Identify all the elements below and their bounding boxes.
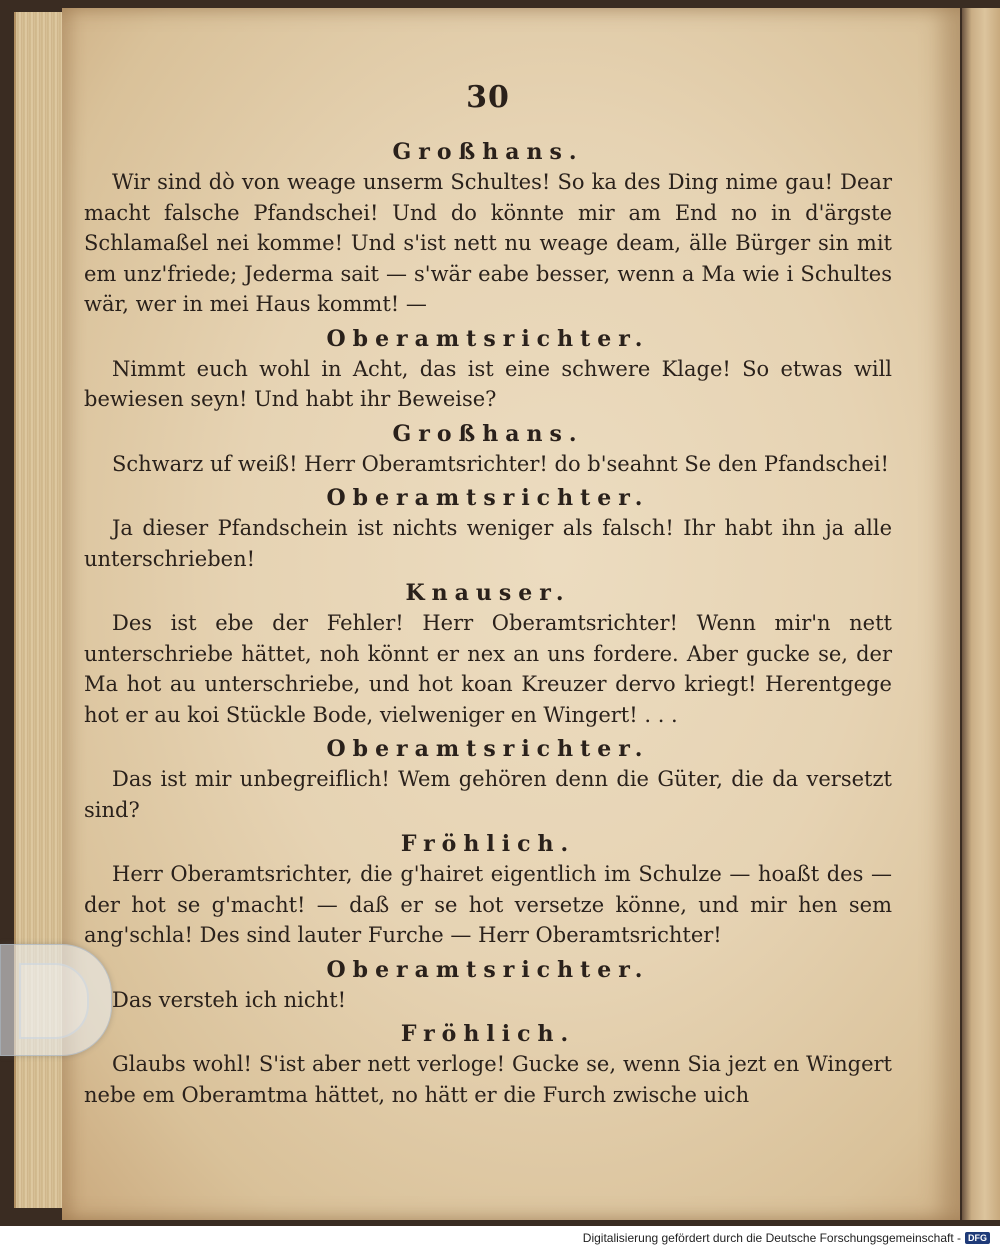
speaker-name: Großhans. [392,420,584,447]
speaker-name: Knauser. [405,580,571,606]
speech-text: Nimmt euch wohl in Acht, das ist eine schwere Klage! So etwas will bewiesen seyn! Und habt ihr Beweise? [84,356,892,411]
page-clip [0,944,112,1056]
dialogue-block [84,1019,892,1110]
dialogue-block [84,734,892,825]
dialogue-block [84,324,892,415]
speaker-name: Fröhlich. [400,1021,576,1047]
dialogue-block [84,955,892,1016]
speech-text: Ja dieser Pfandschein ist nichts weniger als falsch! Ihr habt ihn ja alle unterschrieben! [84,516,892,571]
dialogue-block [84,483,892,574]
speech-text: Wir sind dò von weage unserm Schultes! So ka des Ding nime gau! Dear macht falsche Pfandschei! Und do könnte mir am End no in d'ärgste Schlamaßel nei komme! Und s'ist nett nu weage deam, älle Bürger sin mit em unz'friede; Jederma sait — s'wär eabe besser, wenn a Ma wie i Schultes wär, wer in mei Haus kommt! — [84,170,892,316]
dialogue-block [84,578,892,730]
speaker-name: Oberamtsrichter. [326,736,650,762]
speech-text: Schwarz uf weiß! Herr Oberamtsrichter! do b'seahnt Se den Pfandschei! [112,451,889,476]
dialogue-block [84,419,892,480]
speech-text: Das versteh ich nicht! [112,987,347,1012]
footer-text: Digitalisierung gefördert durch die Deutsche Forschungsgemeinschaft - [582,1231,961,1245]
dialogue-block [84,829,892,951]
speech-text: Glaubs wohl! S'ist aber nett verloge! Gucke se, wenn Sia jezt en Wingert nebe em Oberamtma hättet, no hätt er die Furch zwische uich [84,1052,892,1107]
speech-text: Herr Oberamtsrichter, die g'hairet eigentlich im Schulze — hoaßt des — der hot se g'macht! — daß er se hot versetze könne, und mir hen sem ang'schla! Des sind lauter Furche — Herr Oberamtsrichter! [84,862,892,947]
dialogue-block [84,137,892,320]
speech-text: Des ist ebe der Fehler! Herr Oberamtsrichter! Wenn mir'n nett unterschriebe hättet, noh könnt er nex an uns fordere. Aber gucke se, der Ma hot au unterschriebe, und hot koan Kreuzer dervo kriegt! Herentgege hot er au koi Stückle Bode, vielweniger en Wingert! . . . [84,611,892,727]
page-number: 30 [466,80,510,115]
speaker-name: Großhans. [392,139,584,165]
speaker-name: Oberamtsrichter. [326,485,650,511]
digitization-footer [583,1231,990,1245]
dfg-logo-icon: DFG [965,1232,990,1244]
speaker-name: Oberamtsrichter. [326,956,650,983]
speech-text: Das ist mir unbegreiflich! Wem gehören denn die Güter, die da versetzt sind? [84,767,892,822]
next-page-edge [962,8,1000,1220]
speaker-name: Fröhlich. [400,831,576,857]
page-clip-inner [19,963,89,1039]
speaker-name: Oberamtsrichter. [326,325,650,352]
page-content [84,80,892,1110]
